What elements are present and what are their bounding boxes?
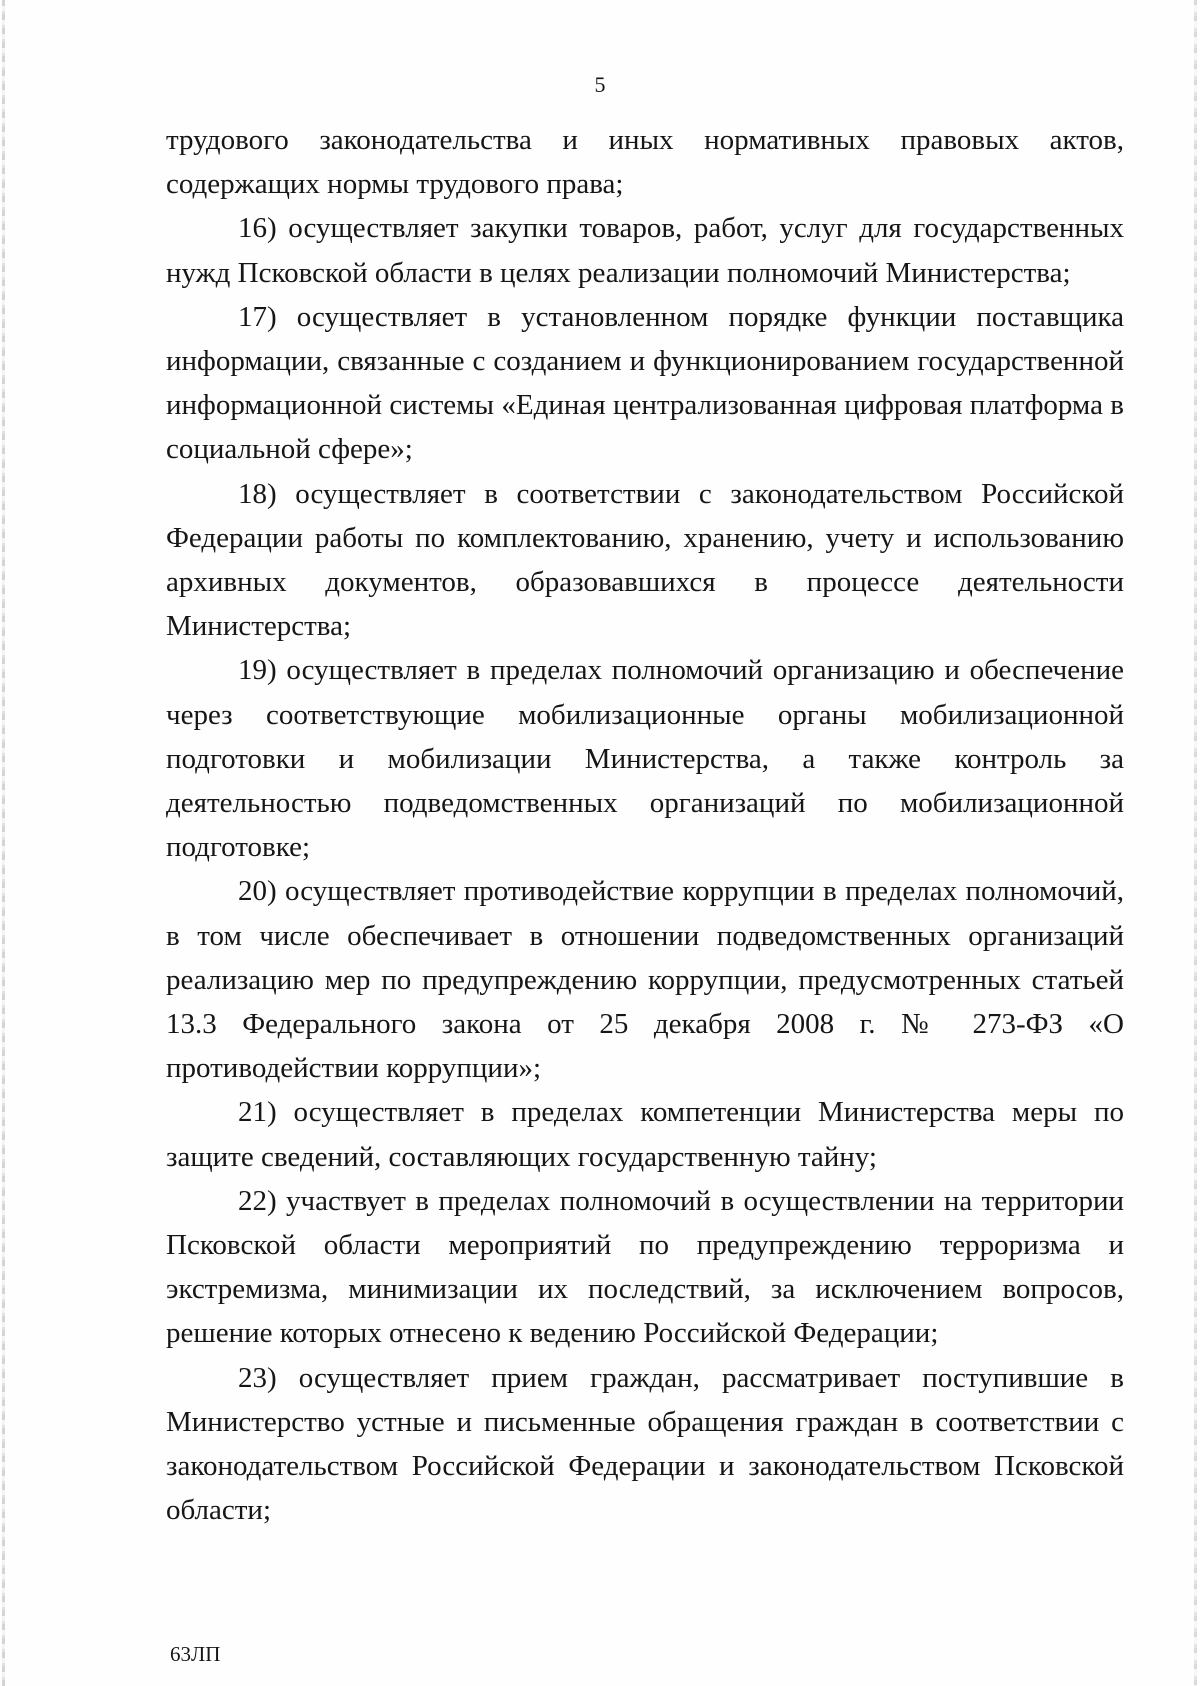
document-code: 63ЛП [170,1642,221,1666]
paragraph-item-20: 20) осуществляет противодействие коррупции в пределах полномочий, в том числе обеспечивает в отношении подведомственных организаций реализацию мер по предупреждению коррупции, предусмотренных статьей 13.3 Федерального закона от 25 декабря 2008 г. № 273-ФЗ «О противодействии коррупции»; [166,875,1124,1085]
paragraph-item-19: 19) осуществляет в пределах полномочий организацию и обеспечение через соответствующие мобилизационные органы мобилизационной подготовки и мобилизации Министерства, а также контроль за деятельностью подведомственных организаций по мобилизационной подготовке; [166,654,1124,864]
paragraph-continuation: трудового законодательства и иных нормативных правовых актов, содержащих нормы трудового права; [166,124,1124,201]
scan-edge-left [2,0,5,1686]
paragraph-item-22: 22) участвует в пределах полномочий в осуществлении на территории Псковской области мероприятий по предупреждению терроризма и экстремизма, минимизации их последствий, за исключением вопросов, решение которых отнесено к ведению Российской Федерации; [166,1184,1124,1350]
scan-edge-right [1194,0,1197,1686]
paragraph-item-23: 23) осуществляет прием граждан, рассматривает поступившие в Министерство устные и письменные обращения граждан в соответствии с законодательством Российской Федерации и законодательством Псковской области; [166,1361,1124,1527]
paragraph-item-16: 16) осуществляет закупки товаров, работ, услуг для государственных нужд Псковской области в целях реализации полномочий Министерства; [166,212,1124,289]
paragraph-item-21: 21) осуществляет в пределах компетенции Министерства меры по защите сведений, составляющих государственную тайну; [166,1096,1124,1173]
paragraph-item-17: 17) осуществляет в установленном порядке функции поставщика информации, связанные с созданием и функционированием государственной информационной системы «Единая централизованная цифровая платформа в социальной сфере»; [166,300,1124,466]
document-body [166,118,1124,1533]
page-number: 5 [594,72,606,97]
paragraph-item-18: 18) осуществляет в соответствии с законодательством Российской Федерации работы по комплектованию, хранению, учету и использованию архивных документов, образовавшихся в процессе деятельности Министерства; [166,477,1124,643]
